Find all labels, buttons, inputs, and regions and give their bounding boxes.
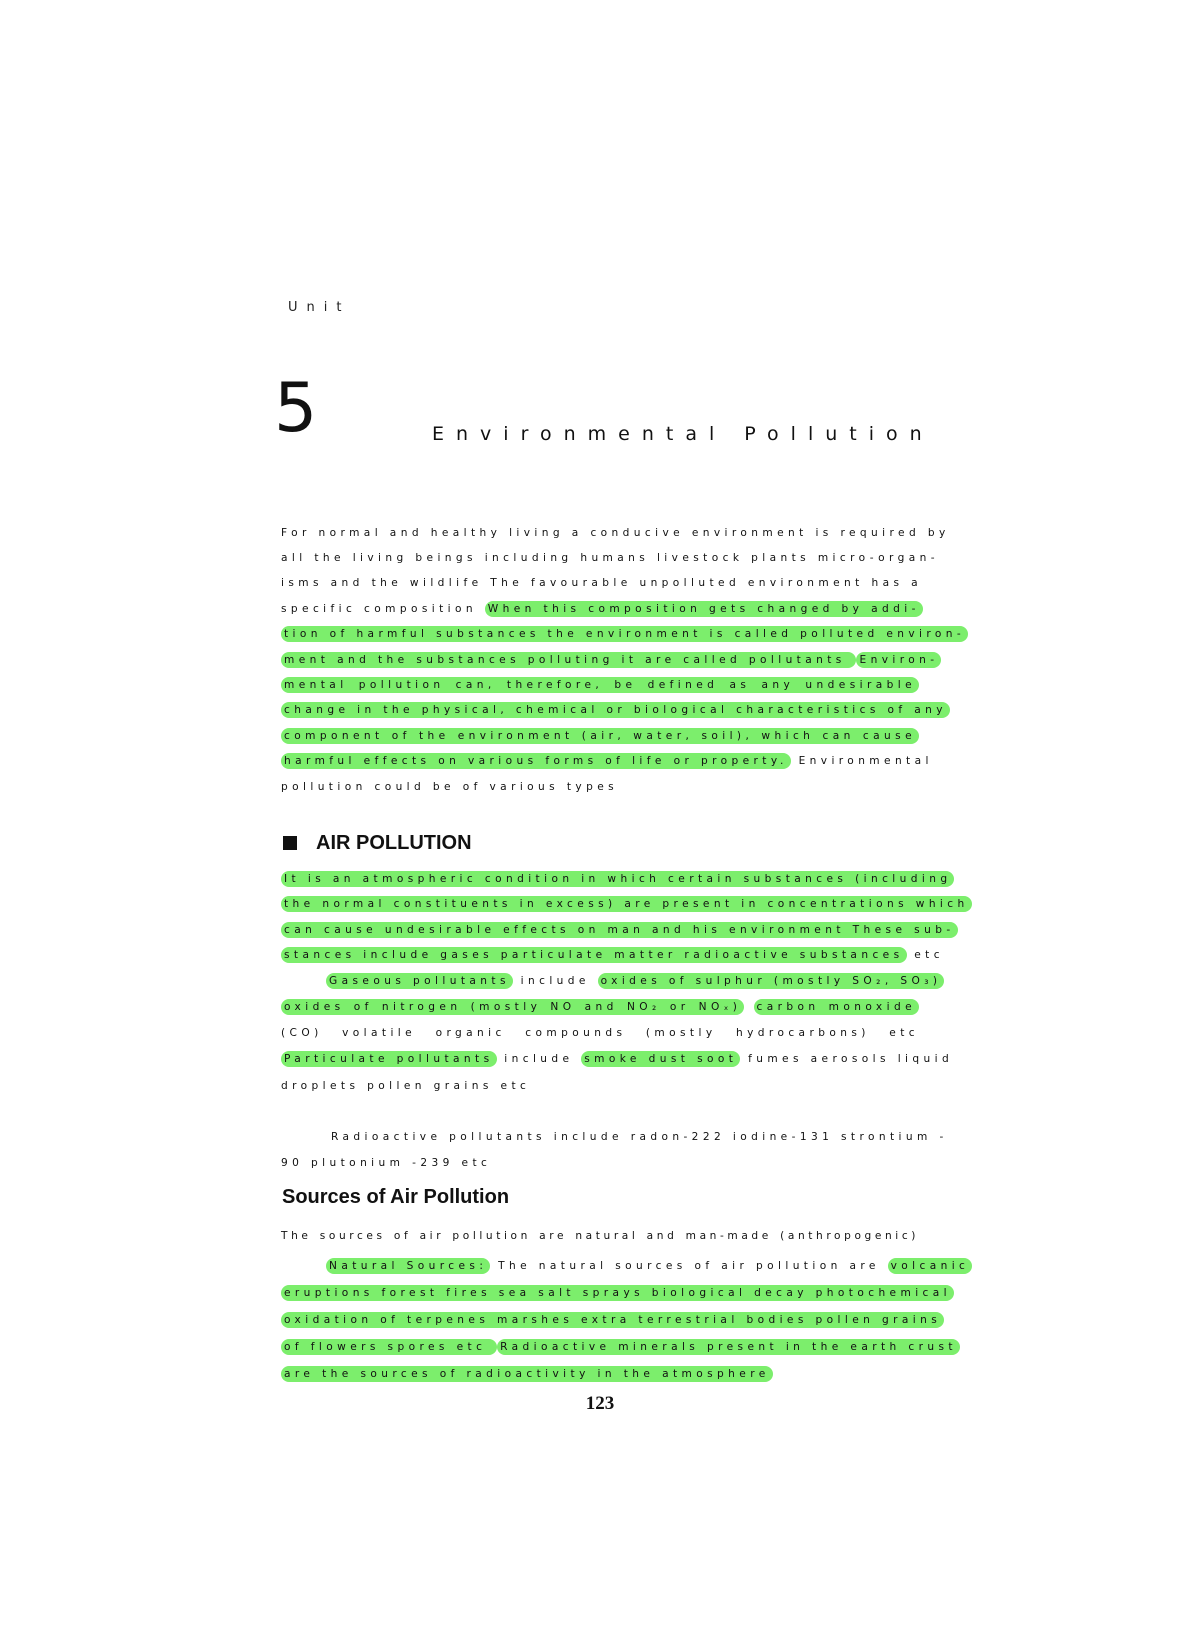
highlighted-text: oxidation of terpenes marshes extra terrestrial bodies pollen grains <box>281 1312 944 1328</box>
text-line <box>281 1223 919 1249</box>
text-segment: Environmental <box>790 755 933 767</box>
text-segment: all the living beings including humans livestock plants micro-organ- <box>281 552 939 564</box>
text-line <box>281 1046 954 1072</box>
highlighted-text: oxides of sulphur (mostly SO₂, SO₃) <box>598 973 945 989</box>
text-segment: include <box>512 975 598 987</box>
highlighted-text: carbon monoxide <box>754 999 920 1015</box>
highlighted-text: mental pollution can, therefore, be defined as any undesirable <box>281 677 919 693</box>
highlighted-text: Gaseous pollutants <box>326 973 513 989</box>
text-line <box>326 1253 970 1279</box>
highlighted-text: Particulate pollutants <box>281 1051 497 1067</box>
highlighted-text: It is an atmospheric condition in which certain substances (including <box>281 871 954 887</box>
air-pollution-heading-text: AIR POLLUTION <box>316 831 472 854</box>
highlighted-text: When this composition gets changed by addi- <box>485 601 923 617</box>
text-line <box>281 891 969 917</box>
text-line <box>281 520 950 546</box>
text-line <box>281 748 933 774</box>
text-segment: The natural sources of air pollution are <box>490 1260 888 1272</box>
text-line <box>281 621 966 647</box>
highlighted-text: ment and the substances polluting it are called pollutants <box>281 652 856 668</box>
text-segment: isms and the wildlife The favourable unpolluted environment has a <box>281 577 923 589</box>
text-segment: include <box>496 1053 582 1065</box>
text-line <box>281 1307 942 1333</box>
text-line <box>281 672 919 698</box>
highlighted-text: can cause undesirable effects on man and his environment These sub- <box>281 922 958 938</box>
highlighted-text: Natural Sources: <box>326 1258 490 1274</box>
text-line <box>281 1280 951 1306</box>
section-bullet-square <box>283 836 297 850</box>
text-segment: 90 plutonium -239 etc <box>281 1157 492 1169</box>
highlighted-text: volcanic <box>888 1258 973 1274</box>
text-line <box>281 570 923 596</box>
text-line <box>326 968 942 994</box>
text-segment: (CO) volatile organic compounds (mostly hydrocarbons) etc <box>281 1027 919 1039</box>
text-segment: Radioactive pollutants include radon-222 iodine-131 strontium - <box>331 1131 948 1143</box>
highlighted-text: of flowers spores etc <box>281 1339 497 1355</box>
highlighted-text: Environ- <box>856 652 941 668</box>
chapter-title: Environmental Pollution <box>432 423 934 445</box>
highlighted-text: Radioactive minerals present in the earth crust <box>497 1339 960 1355</box>
highlighted-text: tion of harmful substances the environment is called polluted environ- <box>281 626 968 642</box>
text-line <box>281 1150 491 1176</box>
text-segment: etc <box>906 949 944 961</box>
text-segment: The sources of air pollution are natural and man-made (anthropogenic) <box>281 1230 919 1242</box>
text-segment: For normal and healthy living a conducive environment is required by <box>281 527 950 539</box>
text-line <box>281 596 919 622</box>
text-line <box>281 1361 773 1387</box>
air-pollution-heading <box>283 830 472 856</box>
text-segment: fumes aerosols liquid <box>740 1053 954 1065</box>
highlighted-text: the normal constituents in excess) are present in concentrations which <box>281 896 972 912</box>
text-line <box>281 1334 957 1360</box>
text-line <box>281 545 939 571</box>
sources-heading: Sources of Air Pollution <box>282 1186 510 1208</box>
highlighted-text: eruptions forest fires sea salt sprays biological decay photochemical <box>281 1285 954 1301</box>
page-number: 123 <box>585 1393 615 1414</box>
highlighted-text: component of the environment (air, water, soil), which can cause <box>281 728 919 744</box>
highlighted-text: are the sources of radioactivity in the atmosphere <box>281 1366 773 1382</box>
highlighted-text: harmful effects on various forms of life or property. <box>281 753 791 769</box>
text-segment: specific composition <box>281 603 485 615</box>
unit-label: Unit <box>288 300 351 315</box>
text-line <box>281 1073 530 1099</box>
unit-number: 5 <box>274 369 318 448</box>
text-line <box>281 723 919 749</box>
highlighted-text: stances include gases particulate matter radioactive substances <box>281 947 907 963</box>
text-line <box>281 942 944 968</box>
highlighted-text: smoke dust soot <box>581 1051 740 1067</box>
text-line <box>281 866 952 892</box>
text-segment <box>744 1001 753 1013</box>
highlighted-text: oxides of nitrogen (mostly NO and NO₂ or NOₓ) <box>281 999 744 1015</box>
text-line <box>281 917 955 943</box>
highlighted-text: change in the physical, chemical or biological characteristics of any <box>281 702 950 718</box>
text-line <box>281 697 947 723</box>
text-segment: droplets pollen grains etc <box>281 1080 531 1092</box>
text-segment: pollution could be of various types <box>281 781 619 793</box>
text-line <box>281 647 939 673</box>
text-line <box>281 994 919 1020</box>
text-line <box>331 1124 948 1150</box>
text-line <box>281 1020 919 1046</box>
text-line <box>281 774 618 800</box>
